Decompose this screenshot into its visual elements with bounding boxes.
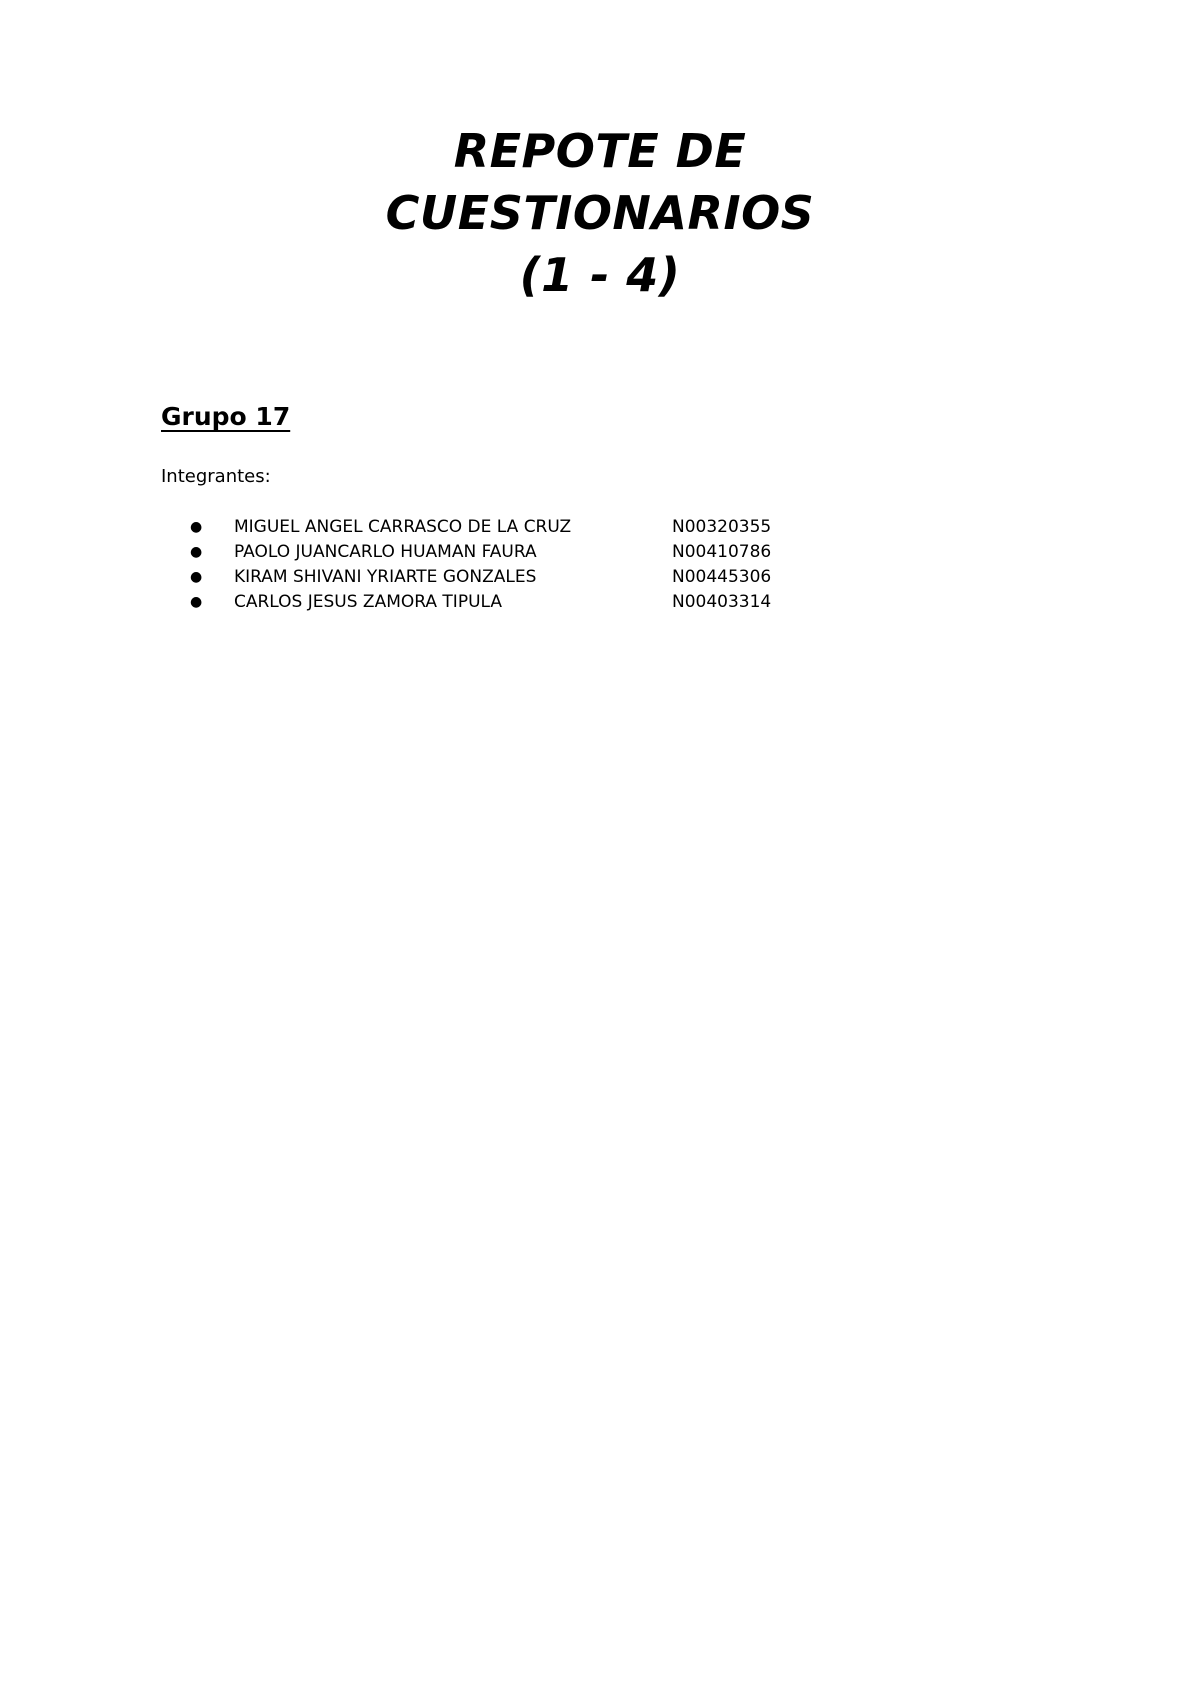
title-line: (1 - 4) bbox=[519, 248, 681, 302]
document-title bbox=[0, 120, 1200, 306]
member-code: N00410786 bbox=[672, 542, 772, 562]
list-item bbox=[190, 590, 771, 615]
list-item bbox=[190, 515, 771, 540]
member-code: N00320355 bbox=[672, 517, 772, 537]
title-line: REPOTE DE bbox=[453, 124, 747, 178]
title-line: CUESTIONARIOS bbox=[385, 186, 815, 240]
bullet-icon: ● bbox=[190, 519, 203, 535]
group-heading: Grupo 17 bbox=[161, 402, 291, 431]
member-code: N00403314 bbox=[672, 592, 772, 612]
members-label: Integrantes: bbox=[161, 466, 271, 487]
member-name: CARLOS JESUS ZAMORA TIPULA bbox=[234, 592, 502, 612]
bullet-icon: ● bbox=[190, 594, 203, 610]
member-code: N00445306 bbox=[672, 567, 772, 587]
bullet-icon: ● bbox=[190, 544, 203, 560]
bullet-icon: ● bbox=[190, 569, 203, 585]
list-item bbox=[190, 540, 771, 565]
list-item bbox=[190, 565, 771, 590]
member-name: PAOLO JUANCARLO HUAMAN FAURA bbox=[234, 542, 537, 562]
member-name: KIRAM SHIVANI YRIARTE GONZALES bbox=[234, 567, 537, 587]
member-name: MIGUEL ANGEL CARRASCO DE LA CRUZ bbox=[234, 517, 572, 537]
members-list bbox=[190, 515, 771, 615]
